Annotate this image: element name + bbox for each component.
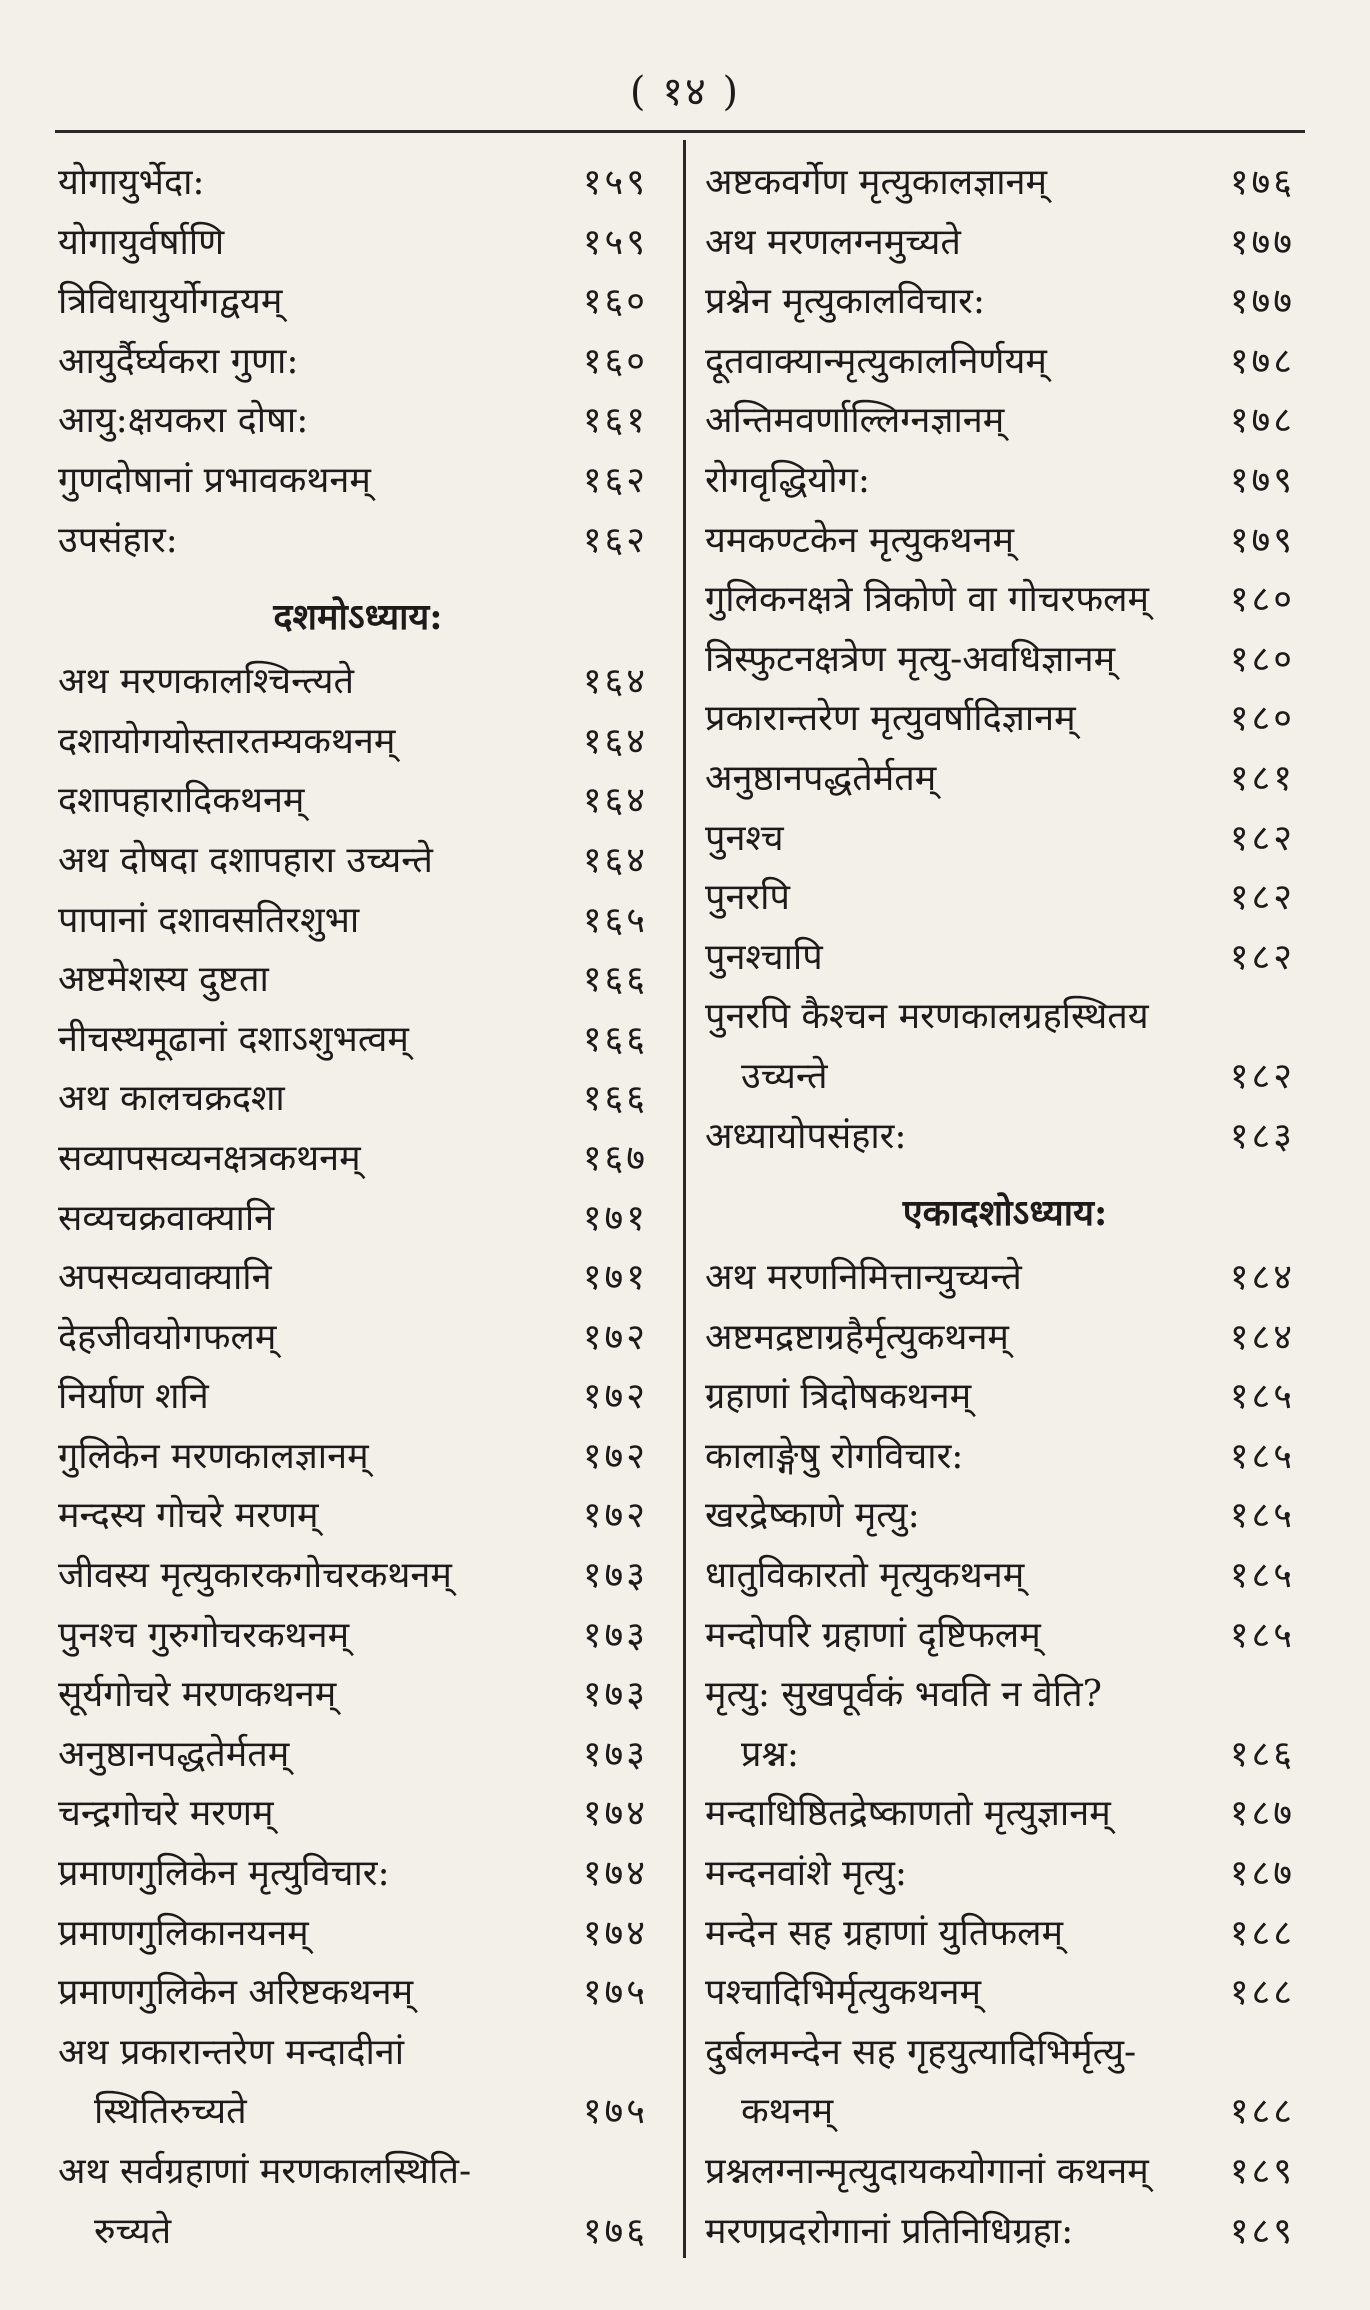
toc-entry	[705, 625, 1305, 685]
toc-entry-title: उच्यन्ते	[741, 1055, 828, 1097]
toc-entry-page: १८५	[1229, 1376, 1295, 1418]
toc-entry-title: जीवस्य मृत्युकारकगोचरकथनम्	[58, 1555, 452, 1597]
toc-entry-page: १७३	[582, 1674, 648, 1716]
toc-entry	[705, 1660, 1305, 1720]
toc-entry	[58, 2137, 658, 2197]
toc-entry-page: १७३	[582, 1614, 648, 1656]
toc-entry-page: १७४	[582, 1793, 648, 1835]
toc-entry-title: दशापहारादिकथनम्	[58, 780, 305, 822]
toc-entry	[58, 1720, 658, 1780]
toc-entry-page: १८३	[1229, 1115, 1295, 1157]
toc-entry-title: चन्द्रगोचरे मरणम्	[58, 1793, 274, 1835]
toc-entry	[705, 1541, 1305, 1601]
toc-entry-page: १८५	[1229, 1495, 1295, 1537]
toc-entry	[58, 1779, 658, 1839]
toc-entry-title: प्रकारान्तरेण मृत्युवर्षादिज्ञानम्	[705, 698, 1076, 740]
toc-entry-title: मन्दनवांशे मृत्यु:	[705, 1853, 907, 1895]
toc-entry-title: अष्टकवर्गेण मृत्युकालज्ञानम्	[705, 162, 1048, 203]
toc-entry	[58, 386, 658, 446]
toc-entry-title: योगायुर्भेदा:	[58, 162, 205, 203]
toc-entry-title: आयु:क्षयकरा दोषा:	[58, 400, 309, 442]
toc-entry-page: १८५	[1229, 1614, 1295, 1656]
toc-entry-title: कथनम्	[741, 2091, 834, 2133]
toc-entry-title: पापानां दशावसतिरशुभा	[58, 899, 360, 941]
page-number: ( १४ )	[629, 69, 741, 115]
toc-entry	[705, 1243, 1305, 1303]
chapter-heading-title: एकादशोऽध्याय:	[902, 1192, 1108, 1235]
toc-entry-page: १८५	[1229, 1555, 1295, 1597]
toc-entry-page: १८७	[1229, 1793, 1295, 1835]
toc-entry-title: आयुर्दैर्घ्यकरा गुणा:	[58, 340, 299, 382]
toc-entry-title: दशायोगयोस्तारतम्यकथनम्	[58, 720, 396, 762]
toc-entry-title: पुनरपि कैश्चन मरणकालग्रहस्थितय	[705, 996, 1149, 1038]
toc-entry-title: प्रश्नलग्नान्मृत्युदायकयोगानां कथनम्	[705, 2151, 1149, 2192]
toc-entry-title: अपसव्यवाक्यानि	[58, 1257, 272, 1299]
toc-entry-page: १६४	[582, 839, 648, 881]
toc-entry	[58, 267, 658, 327]
chapter-heading	[58, 565, 658, 647]
toc-entry	[58, 1958, 658, 2018]
toc-entry	[705, 2077, 1305, 2137]
toc-entry	[705, 1720, 1305, 1780]
toc-entry-title: ग्रहाणां त्रिदोषकथनम्	[705, 1376, 972, 1418]
toc-entry	[705, 1958, 1305, 2018]
toc-entry	[58, 2197, 658, 2257]
top-rule	[55, 130, 1305, 133]
toc-entry-title: स्थितिरुच्यते	[94, 2091, 247, 2133]
toc-entry	[705, 684, 1305, 744]
toc-entry-page: १७९	[1229, 519, 1295, 561]
toc-entry-page: १८५	[1229, 1435, 1295, 1477]
toc-entry-page: १७९	[1229, 459, 1295, 501]
toc-entry-page: १८२	[1229, 936, 1295, 978]
toc-entry-page: १८२	[1229, 817, 1295, 859]
toc-entry-page: १६६	[582, 959, 648, 1001]
toc-entry-title: अष्टमद्रष्टाग्रहैर्मृत्युकथनम्	[705, 1316, 1009, 1358]
toc-entry-page: १८८	[1229, 2091, 1295, 2133]
toc-entry	[58, 1243, 658, 1303]
toc-entry-page: १८०	[1229, 579, 1295, 621]
toc-entry	[705, 1362, 1305, 1422]
toc-entry-title: त्रिविधायुर्योगद्वयम्	[58, 281, 283, 323]
toc-entry	[705, 863, 1305, 923]
toc-entry-title: गुणदोषानां प्रभावकथनम्	[58, 459, 371, 501]
column-divider	[683, 140, 686, 2258]
left-column	[58, 148, 658, 2256]
toc-entry-title: प्रमाणगुलिकेन मृत्युविचार:	[58, 1853, 390, 1895]
toc-entry-page: १८६	[1229, 1733, 1295, 1775]
toc-entry	[705, 2197, 1305, 2257]
toc-entry-title: मन्दोपरि ग्रहाणां दृष्टिफलम्	[705, 1614, 1041, 1656]
toc-entry-title: रुच्यते	[94, 2210, 172, 2252]
toc-entry-page: १७५	[582, 2091, 648, 2133]
toc-entry	[58, 1362, 658, 1422]
toc-entry	[58, 1899, 658, 1959]
toc-entry-title: कालाङ्गेषु रोगविचार:	[705, 1435, 964, 1477]
toc-entry-page: १७४	[582, 1853, 648, 1895]
toc-entry-page: १८८	[1229, 1972, 1295, 2014]
toc-entry-page: १६२	[582, 519, 648, 561]
toc-entry	[705, 1481, 1305, 1541]
toc-entry-title: मन्दस्य गोचरे मरणम्	[58, 1495, 319, 1537]
toc-entry-title: सव्यापसव्यनक्षत्रकथनम्	[58, 1137, 361, 1179]
toc-entry-page: १८९	[1229, 2210, 1295, 2252]
toc-entry-title: प्रश्न:	[741, 1733, 800, 1775]
toc-entry-page: १६१	[582, 400, 648, 442]
toc-entry	[58, 1839, 658, 1899]
toc-entry-page: १७७	[1229, 221, 1295, 263]
toc-entry	[705, 1303, 1305, 1363]
toc-entry-title: मन्देन सह ग्रहाणां युतिफलम्	[705, 1912, 1064, 1954]
toc-entry	[705, 267, 1305, 327]
toc-entry	[58, 148, 658, 208]
toc-entry	[705, 1839, 1305, 1899]
toc-entry-title: दुर्बलमन्देन सह गृहयुत्यादिभिर्मृत्यु-	[705, 2031, 1137, 2073]
toc-entry-page: १७१	[582, 1257, 648, 1299]
toc-entry-title: योगायुर्वर्षाणि	[58, 221, 225, 263]
toc-entry	[58, 647, 658, 707]
toc-entry-title: पुनरपि	[705, 877, 790, 919]
toc-entry	[58, 766, 658, 826]
toc-entry-title: प्रश्नेन मृत्युकालविचार:	[705, 281, 985, 323]
toc-entry-page: १८७	[1229, 1853, 1295, 1895]
toc-entry-page: १६५	[582, 899, 648, 941]
toc-entry-page: १७७	[1229, 281, 1295, 323]
toc-entry	[58, 707, 658, 767]
toc-entry	[705, 2018, 1305, 2078]
toc-entry-page: १६०	[582, 340, 648, 382]
toc-entry-title: अथ प्रकारान्तरेण मन्दादीनां	[58, 2031, 405, 2073]
toc-entry-page: १८२	[1229, 1055, 1295, 1097]
toc-entry-title: पुनश्चापि	[705, 936, 823, 978]
toc-entry	[58, 446, 658, 506]
toc-entry	[705, 327, 1305, 387]
toc-entry	[58, 1184, 658, 1244]
toc-entry-title: अथ मरणनिमित्तान्युच्यन्ते	[705, 1257, 1022, 1299]
toc-entry-page: १७८	[1229, 340, 1295, 382]
toc-entry	[58, 1541, 658, 1601]
toc-entry-title: अथ दोषदा दशापहारा उच्यन्ते	[58, 839, 433, 881]
toc-entry	[58, 506, 658, 566]
toc-entry	[58, 327, 658, 387]
toc-entry-page: १५९	[582, 162, 648, 203]
toc-entry	[58, 208, 658, 268]
toc-entry-title: पश्चादिभिर्मृत्युकथनम्	[705, 1972, 982, 2014]
toc-entry	[705, 2137, 1305, 2197]
toc-entry-title: खरद्रेष्काणे मृत्यु:	[705, 1495, 920, 1537]
toc-entry	[58, 1601, 658, 1661]
toc-entry-page: १८१	[1229, 757, 1295, 799]
toc-entry-page: १८०	[1229, 698, 1295, 740]
right-column	[705, 148, 1305, 2256]
toc-entry-title: मरणप्रदरोगानां प्रतिनिधिग्रहा:	[705, 2210, 1074, 2252]
toc-entry-page: १७२	[582, 1316, 648, 1358]
toc-entry	[705, 446, 1305, 506]
toc-entry	[705, 148, 1305, 208]
toc-entry	[58, 826, 658, 886]
toc-entry-title: अष्टमेशस्य दुष्टता	[58, 959, 269, 1001]
toc-entry-title: निर्याण शनि	[58, 1376, 209, 1418]
toc-entry-page: १७५	[582, 1972, 648, 2014]
toc-entry-title: प्रमाणगुलिकेन अरिष्टकथनम्	[58, 1972, 414, 2014]
toc-entry	[705, 744, 1305, 804]
toc-entry-page: १७३	[582, 1733, 648, 1775]
toc-entry-title: मृत्यु: सुखपूर्वकं भवति न वेति?	[705, 1674, 1102, 1716]
toc-entry-title: अनुष्ठानपद्धतेर्मतम्	[58, 1733, 290, 1775]
toc-entry-title: अनुष्ठानपद्धतेर्मतम्	[705, 757, 937, 799]
toc-entry-title: धातुविकारतो मृत्युकथनम्	[705, 1555, 1025, 1597]
toc-entry-page: १८८	[1229, 1912, 1295, 1954]
toc-entry-page: १७३	[582, 1555, 648, 1597]
toc-entry-title: गुलिकनक्षत्रे त्रिकोणे वा गोचरफलम्	[705, 579, 1150, 621]
toc-entry-title: नीचस्थमूढानां दशाऽशुभत्वम्	[58, 1018, 409, 1060]
toc-entry	[705, 1899, 1305, 1959]
toc-entry-page: १८०	[1229, 638, 1295, 680]
toc-entry	[705, 1422, 1305, 1482]
toc-entry	[705, 208, 1305, 268]
toc-entry	[705, 1601, 1305, 1661]
toc-entry	[58, 1064, 658, 1124]
toc-entry-page: १८९	[1229, 2151, 1295, 2192]
toc-entry-page: १६४	[582, 720, 648, 762]
toc-entry-page: १८२	[1229, 877, 1295, 919]
toc-entry-page: १७१	[582, 1197, 648, 1239]
toc-entry-title: उपसंहार:	[58, 519, 178, 561]
toc-entry	[705, 1102, 1305, 1162]
toc-entry-title: यमकण्टकेन मृत्युकथनम्	[705, 519, 1014, 561]
chapter-heading	[705, 1161, 1305, 1243]
toc-entry	[58, 1422, 658, 1482]
toc-entry	[705, 386, 1305, 446]
toc-entry-title: अथ मरणलग्नमुच्यते	[705, 221, 961, 263]
toc-entry-title: अथ मरणकालश्चिन्त्यते	[58, 661, 355, 703]
toc-entry	[705, 1779, 1305, 1839]
toc-entry	[705, 565, 1305, 625]
toc-entry	[705, 1042, 1305, 1102]
toc-entry-page: १६२	[582, 459, 648, 501]
toc-entry-title: रोगवृद्धियोग:	[705, 459, 871, 501]
toc-entry-title: अन्तिमवर्णाल्लिग्नज्ञानम्	[705, 400, 1005, 442]
toc-entry	[58, 2077, 658, 2137]
toc-entry-title: अथ सर्वग्रहाणां मरणकालस्थिति-	[58, 2151, 472, 2192]
toc-entry-title: अध्यायोपसंहार:	[705, 1115, 907, 1157]
toc-entry	[705, 923, 1305, 983]
toc-entry	[58, 1005, 658, 1065]
toc-entry-page: १६०	[582, 281, 648, 323]
toc-entry	[705, 804, 1305, 864]
toc-entry-title: प्रमाणगुलिकानयनम्	[58, 1912, 309, 1954]
toc-entry	[58, 1303, 658, 1363]
toc-entry-title: सव्यचक्रवाक्यानि	[58, 1197, 275, 1239]
toc-entry-page: १६७	[582, 1137, 648, 1179]
toc-entry-title: देहजीवयोगफलम्	[58, 1316, 277, 1358]
toc-entry-title: दूतवाक्यान्मृत्युकालनिर्णयम्	[705, 340, 1047, 382]
toc-entry-page: १७६	[1229, 162, 1295, 203]
toc-entry-title: पुनश्च	[705, 817, 784, 859]
toc-entry-title: अथ कालचक्रदशा	[58, 1078, 285, 1120]
toc-entry-page: १७२	[582, 1435, 648, 1477]
toc-entry-page: १६६	[582, 1078, 648, 1120]
toc-entry-page: १७८	[1229, 400, 1295, 442]
toc-entry-page: १८४	[1229, 1316, 1295, 1358]
toc-entry	[705, 506, 1305, 566]
toc-entry-page: १६४	[582, 780, 648, 822]
toc-entry-page: १८४	[1229, 1257, 1295, 1299]
toc-entry	[58, 1481, 658, 1541]
toc-entry-title: त्रिस्फुटनक्षत्रेण मृत्यु-अवधिज्ञानम्	[705, 638, 1116, 680]
toc-entry-title: सूर्यगोचरे मरणकथनम्	[58, 1674, 337, 1716]
toc-entry-page: १६६	[582, 1018, 648, 1060]
toc-entry-title: गुलिकेन मरणकालज्ञानम्	[58, 1435, 369, 1477]
toc-entry	[58, 2018, 658, 2078]
toc-entry	[58, 1124, 658, 1184]
toc-entry-page: १५९	[582, 221, 648, 263]
toc-entry	[58, 1660, 658, 1720]
chapter-heading-title: दशमोऽध्याय:	[273, 596, 443, 639]
toc-entry-page: १६४	[582, 661, 648, 703]
toc-entry	[58, 886, 658, 946]
toc-entry-page: १७२	[582, 1376, 648, 1418]
toc-entry-page: १७६	[582, 2210, 648, 2252]
toc-entry	[58, 945, 658, 1005]
toc-entry-page: १७२	[582, 1495, 648, 1537]
toc-entry	[705, 982, 1305, 1042]
toc-entry-title: मन्दाधिष्ठितद्रेष्काणतो मृत्युज्ञानम्	[705, 1793, 1111, 1835]
toc-entry-page: १७४	[582, 1912, 648, 1954]
toc-entry-title: पुनश्च गुरुगोचरकथनम्	[58, 1614, 350, 1656]
